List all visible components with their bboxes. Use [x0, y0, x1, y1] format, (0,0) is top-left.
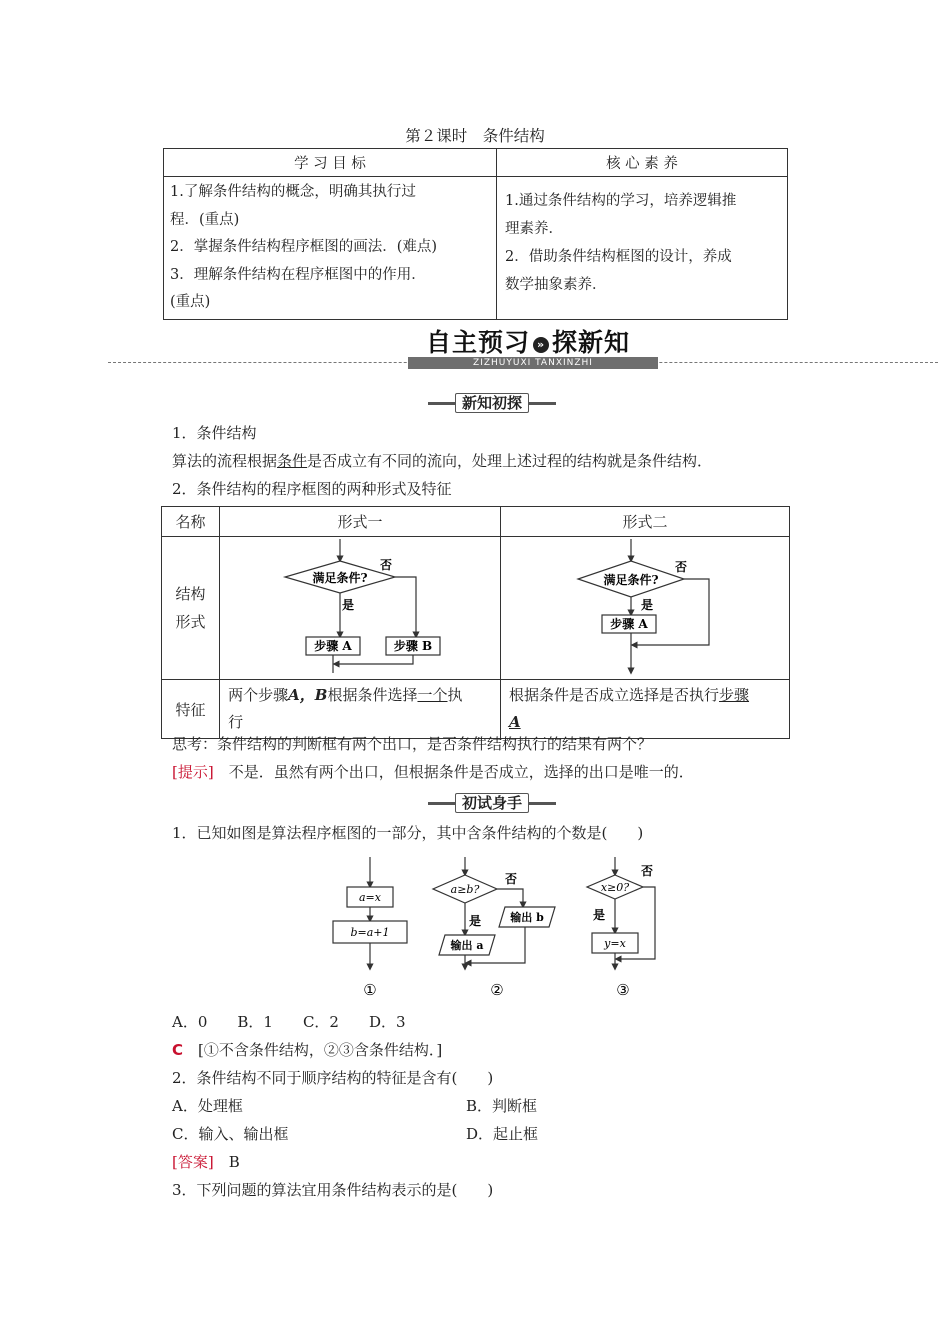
section-tag-label: 初试身手 — [455, 793, 529, 813]
forms-col-form1: 形式一 — [220, 507, 501, 537]
f3-no: 否 — [641, 864, 654, 878]
literacy-line: 数学抽象素养． — [505, 277, 607, 293]
goals-left-cell — [164, 177, 497, 320]
form1-cond: 满足条件? — [312, 571, 368, 585]
q1-options: A．0 B．1 C．2 D．3 — [172, 1013, 406, 1031]
f1-box1-text: a=x — [359, 891, 381, 904]
banner-arrow-icon: » — [533, 337, 549, 353]
form2-diagram-cell — [501, 537, 790, 680]
goal-line: 2．掌握条件结构程序框图的画法．(难点) — [170, 239, 438, 255]
literacy-line: 理素养． — [505, 221, 563, 237]
f2-number: ② — [490, 981, 504, 999]
banner-title: 自主预习 — [426, 328, 531, 357]
q2-option-d: D．起止框 — [466, 1125, 539, 1143]
lesson-title: 第２课时 条件结构 — [405, 127, 545, 145]
section-banner — [418, 323, 640, 357]
think-question: 思考：条件结构的判断框有两个出口，是否条件结构执行的结果有两个？ — [172, 735, 653, 753]
f2-yes: 是 — [469, 914, 482, 928]
goal-line: 3．理解条件结构在程序框图中的作用． — [170, 266, 426, 283]
goal-line: (重点) — [170, 294, 211, 310]
f2-cond: a≥b? — [450, 883, 480, 896]
goals-header-left: 学 习 目 标 — [164, 149, 497, 177]
goal-line: 1.了解条件结构的概念，明确其执行过 — [170, 184, 416, 200]
literacy-line: 2．借助条件结构框图的设计，养成 — [505, 249, 732, 265]
forms-table — [161, 506, 790, 739]
section-tag-first-try — [428, 793, 556, 813]
f2-no: 否 — [505, 872, 518, 886]
literacy-line: 1.通过条件结构的学习，培养逻辑推 — [505, 193, 737, 209]
q2-option-a: A．处理框 — [172, 1097, 243, 1115]
q2-answer-value: B — [228, 1153, 240, 1171]
form1-no: 否 — [380, 558, 393, 572]
form2-flowchart — [501, 537, 789, 675]
forms-row-feature: 特征 — [162, 680, 220, 739]
q2-answer — [172, 1152, 240, 1172]
item1-heading: 1．条件结构 — [172, 424, 257, 442]
form1-step-b: 步骤 B — [393, 639, 433, 653]
q1-answer — [172, 1040, 442, 1060]
goals-right-cell — [497, 177, 788, 320]
goal-line: 程．(重点) — [170, 211, 240, 228]
hint-line — [172, 762, 694, 782]
goals-table — [163, 148, 788, 320]
hint-tag: [提示] — [172, 763, 214, 781]
banner-subtitle: ZIZHUYUXI TANXINZHI — [408, 357, 658, 369]
f2-output-b-text: 输出 b — [510, 911, 544, 924]
q2-option-c: C．输入、输出框 — [172, 1125, 289, 1143]
f3-box-text: y=x — [604, 937, 626, 950]
f1-box2-text: b=a+1 — [350, 926, 390, 939]
q2-option-b: B．判断框 — [466, 1097, 538, 1115]
question-1: 1．已知如图是算法程序框图的一部分，其中含条件结构的个数是( ) — [172, 824, 644, 842]
feature1-cell: 两个步骤A，B根据条件选择一个执 行 — [220, 680, 501, 739]
goals-header-right: 核 心 素 养 — [497, 149, 788, 177]
item1-text: 算法的流程根据条件是否成立有不同的流向，处理上述过程的结构就是条件结构． — [172, 452, 713, 470]
feature2-cell: 根据条件是否成立选择是否执行步骤 A — [501, 680, 790, 739]
q2-answer-tag: [答案] — [172, 1153, 214, 1171]
section-tag-label: 新知初探 — [455, 393, 529, 413]
banner-title2: 探新知 — [552, 328, 631, 357]
item2-heading: 2．条件结构的程序框图的两种形式及特征 — [172, 480, 452, 498]
q1-answer-letter: C — [172, 1041, 184, 1059]
form1-diagram-cell — [220, 537, 501, 680]
form1-step-a: 步骤 A — [314, 639, 352, 653]
form2-yes: 是 — [641, 598, 654, 612]
f3-cond: x≥0? — [600, 881, 630, 894]
hint-text: 不是．虽然有两个出口，但根据条件是否成立，选择的出口是唯一的． — [228, 763, 694, 781]
form2-cond: 满足条件? — [603, 573, 659, 587]
form1-flowchart — [220, 537, 498, 675]
q1-figure — [325, 855, 665, 1003]
question-2: 2．条件结构不同于顺序结构的特征是含有( ) — [172, 1069, 494, 1087]
f2-output-a-text: 输出 a — [450, 939, 484, 952]
f3-number: ③ — [616, 981, 630, 999]
form2-no: 否 — [675, 560, 688, 574]
question-3: 3．下列问题的算法宜用条件结构表示的是( ) — [172, 1181, 494, 1199]
forms-row-structure: 结构 形式 — [162, 537, 220, 680]
item1-underlined: 条件 — [277, 452, 308, 470]
form1-yes: 是 — [342, 598, 355, 612]
f1-number: ① — [363, 981, 377, 999]
forms-col-name: 名称 — [162, 507, 220, 537]
q1-answer-text: [①不含条件结构，②③含条件结构．] — [198, 1041, 443, 1059]
forms-col-form2: 形式二 — [501, 507, 790, 537]
section-tag-new-knowledge — [428, 393, 556, 413]
f3-yes: 是 — [593, 908, 606, 922]
form2-step-a: 步骤 A — [610, 617, 648, 631]
